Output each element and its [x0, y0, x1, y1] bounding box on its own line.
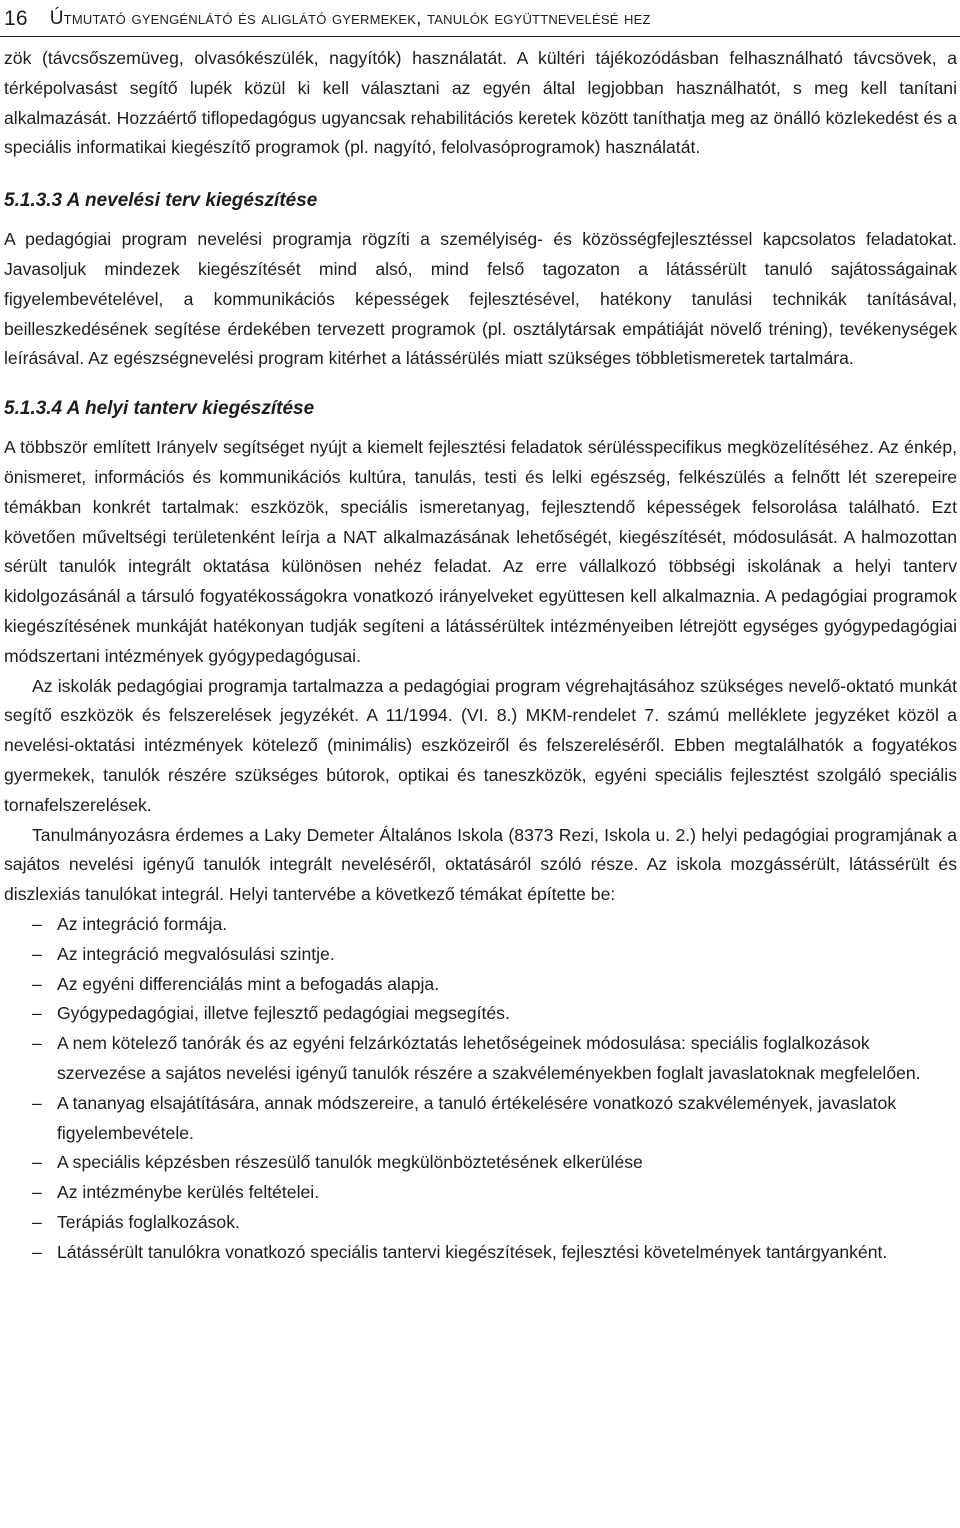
list-item: [4, 1178, 957, 1208]
list-dash: –: [32, 1003, 42, 1024]
list-item: [4, 1089, 957, 1149]
list-item-text: A speciális képzésben részesülő tanulók megkülönböztetésének elkerülése: [57, 1152, 643, 1173]
list-dash: –: [32, 1092, 42, 1113]
section-paragraph-helyi-tanterv-1: A többször említett Irányelv segítséget nyújt a kiemelt fejlesztési feladatok sérülésspecifikus megközelítéséhez. Az énkép, önismeret, információs és kommunikációs kultúra, tanulás, testi és lelki egészség, felkészülés a felnőtt lét szerepeire témákban konkrét tartalmak: eszközök, speciális ismeretanyag, fejlesztendő képességek felsorolása található. Ezt követően műveltségi területenként leírja a NAT alkalmazásának lehetőségét, kiegészítését, módosulását. A halmozottan sérült tanulók integrált oktatása különösen nehéz feladat. Az erre vállalkozó többségi iskolának a helyi tanterv kidolgozásánál a társuló fogyatékosságokra vonatkozó irányelveket együttesen kell alkalmaznia. A pedagógiai programok kiegészítésének munkáját hatékonyan tudják segíteni a látássérültek intézményeiben létrejött egységes gyógypedagógiai módszertani intézmények gyógypedagógusai.: [4, 437, 957, 666]
list-item-text: Az egyéni differenciálás mint a befogadás alapja.: [57, 973, 440, 994]
page-number: 16: [4, 7, 28, 30]
intro-paragraph: zök (távcsőszemüveg, olvasókészülék, nagyítók) használatát. A kültéri tájékozódásban felhasználható távcsövek, a térképolvasást segítő lupék közül ki kell választani az egyén által legjobban használhatót, s meg kell tanítani alkalmazását. Hozzáértő tiflopedagógus ugyancsak rehabilitációs keretek között taníthatja meg az önálló közlekedést és a speciális informatikai kiegészítő programok (pl. nagyító, felolvasóprogramok) használatát.: [4, 48, 957, 158]
list-item: [4, 1238, 957, 1268]
list-item-text: A tananyag elsajátítására, annak módszereire, a tanuló értékelésére vonatkozó szakvélemények, javaslatok figyelembevétele.: [57, 1092, 897, 1143]
list-dash: –: [32, 1152, 42, 1173]
list-dash: –: [32, 913, 42, 934]
section-paragraph-helyi-tanterv-3: Tanulmányozásra érdemes a Laky Demeter Általános Iskola (8373 Rezi, Iskola u. 2.) helyi pedagógiai programjának a sajátos nevelési igényű tanulók integrált neveléséről, oktatásáról szóló része. Az iskola mozgássérült, látássérült és diszlexiás tanulókat integrál. Helyi tantervébe a következő témákat építette be:: [4, 824, 957, 905]
list-item: [4, 970, 957, 1000]
list-item: [4, 999, 957, 1029]
list-item-text: Az integráció formája.: [57, 913, 228, 934]
list-dash: –: [32, 973, 42, 994]
list-item-text: Az integráció megvalósulási szintje.: [57, 943, 335, 964]
list-item-text: Terápiás foglalkozások.: [57, 1211, 240, 1232]
list-item: [4, 910, 957, 940]
list-dash: –: [32, 1182, 42, 1203]
list-item-text: Gyógypedagógiai, illetve fejlesztő pedagógiai megsegítés.: [57, 1003, 510, 1024]
list-item: [4, 1148, 957, 1178]
list-item-text: A nem kötelező tanórák és az egyéni felzárkóztatás lehetőségeinek módosulása: speciális foglalkozások szervezése a sajátos nevelési igényű tanulók részére a szakvéleményekben foglalt javaslatoknak megfelelően.: [57, 1033, 921, 1083]
list-dash: –: [32, 1211, 42, 1232]
section-heading-helyi-tanterv: 5.1.3.4 A helyi tanterv kiegészítése: [4, 398, 315, 420]
header-divider: [0, 36, 960, 37]
list-dash: –: [32, 1241, 42, 1262]
running-header: [4, 4, 956, 34]
list-item: [4, 940, 957, 970]
list-dash: –: [32, 1033, 42, 1054]
section-paragraph-helyi-tanterv-2: Az iskolák pedagógiai programja tartalmazza a pedagógiai program végrehajtásához szükséges nevelő-oktató munkát segítő eszközök és felszerelések jegyzékét. A 11/1994. (VI. 8.) MKM-rendelet 7. számú melléklete jegyzéket közöl a nevelési-oktatási intézmények kötelező (minimális) eszközeiről és felszereléséről. Ebben megtalálhatók a fogyatékos gyermekek, tanulók részére szükséges bútorok, optikai és taneszközök, egyéni speciális fejlesztést szolgáló speciális tornafelszerelések.: [4, 675, 957, 815]
running-title: Útmutató gyengénlátó és aliglátó gyermekek, tanulók együttnevelésé hez: [49, 8, 651, 29]
section-heading-nevelesi-terv: 5.1.3.3 A nevelési terv kiegészítése: [4, 190, 318, 212]
page-body: [4, 44, 957, 1267]
list-item-text: Látássérült tanulókra vonatkozó speciális tantervi kiegészítések, fejlesztési követelmények tantárgyanként.: [57, 1241, 888, 1262]
list-item-text: Az intézménybe kerülés feltételei.: [57, 1182, 320, 1203]
list-item: [4, 1208, 957, 1238]
topic-list: [4, 910, 957, 1268]
list-dash: –: [32, 943, 42, 964]
list-item: [4, 1029, 957, 1089]
section-paragraph-nevelesi-terv: A pedagógiai program nevelési programja rögzíti a személyiség- és közösségfejlesztéssel kapcsolatos feladatokat. Javasoljuk mindezek kiegészítését mind alsó, mind felső tagozaton a látássérült tanuló sajátosságainak figyelembevételével, a kommunikációs képességek fejlesztésével, hatékony tanulási technikák tanításával, beilleszkedésének segítése érdekében tervezett programok (pl. osztálytársak empátiáját növelő tréning), tevékenységek leírásával. Az egészségnevelési program kitérhet a látássérülés miatt szükséges többletismeretek tartalmára.: [4, 229, 957, 369]
